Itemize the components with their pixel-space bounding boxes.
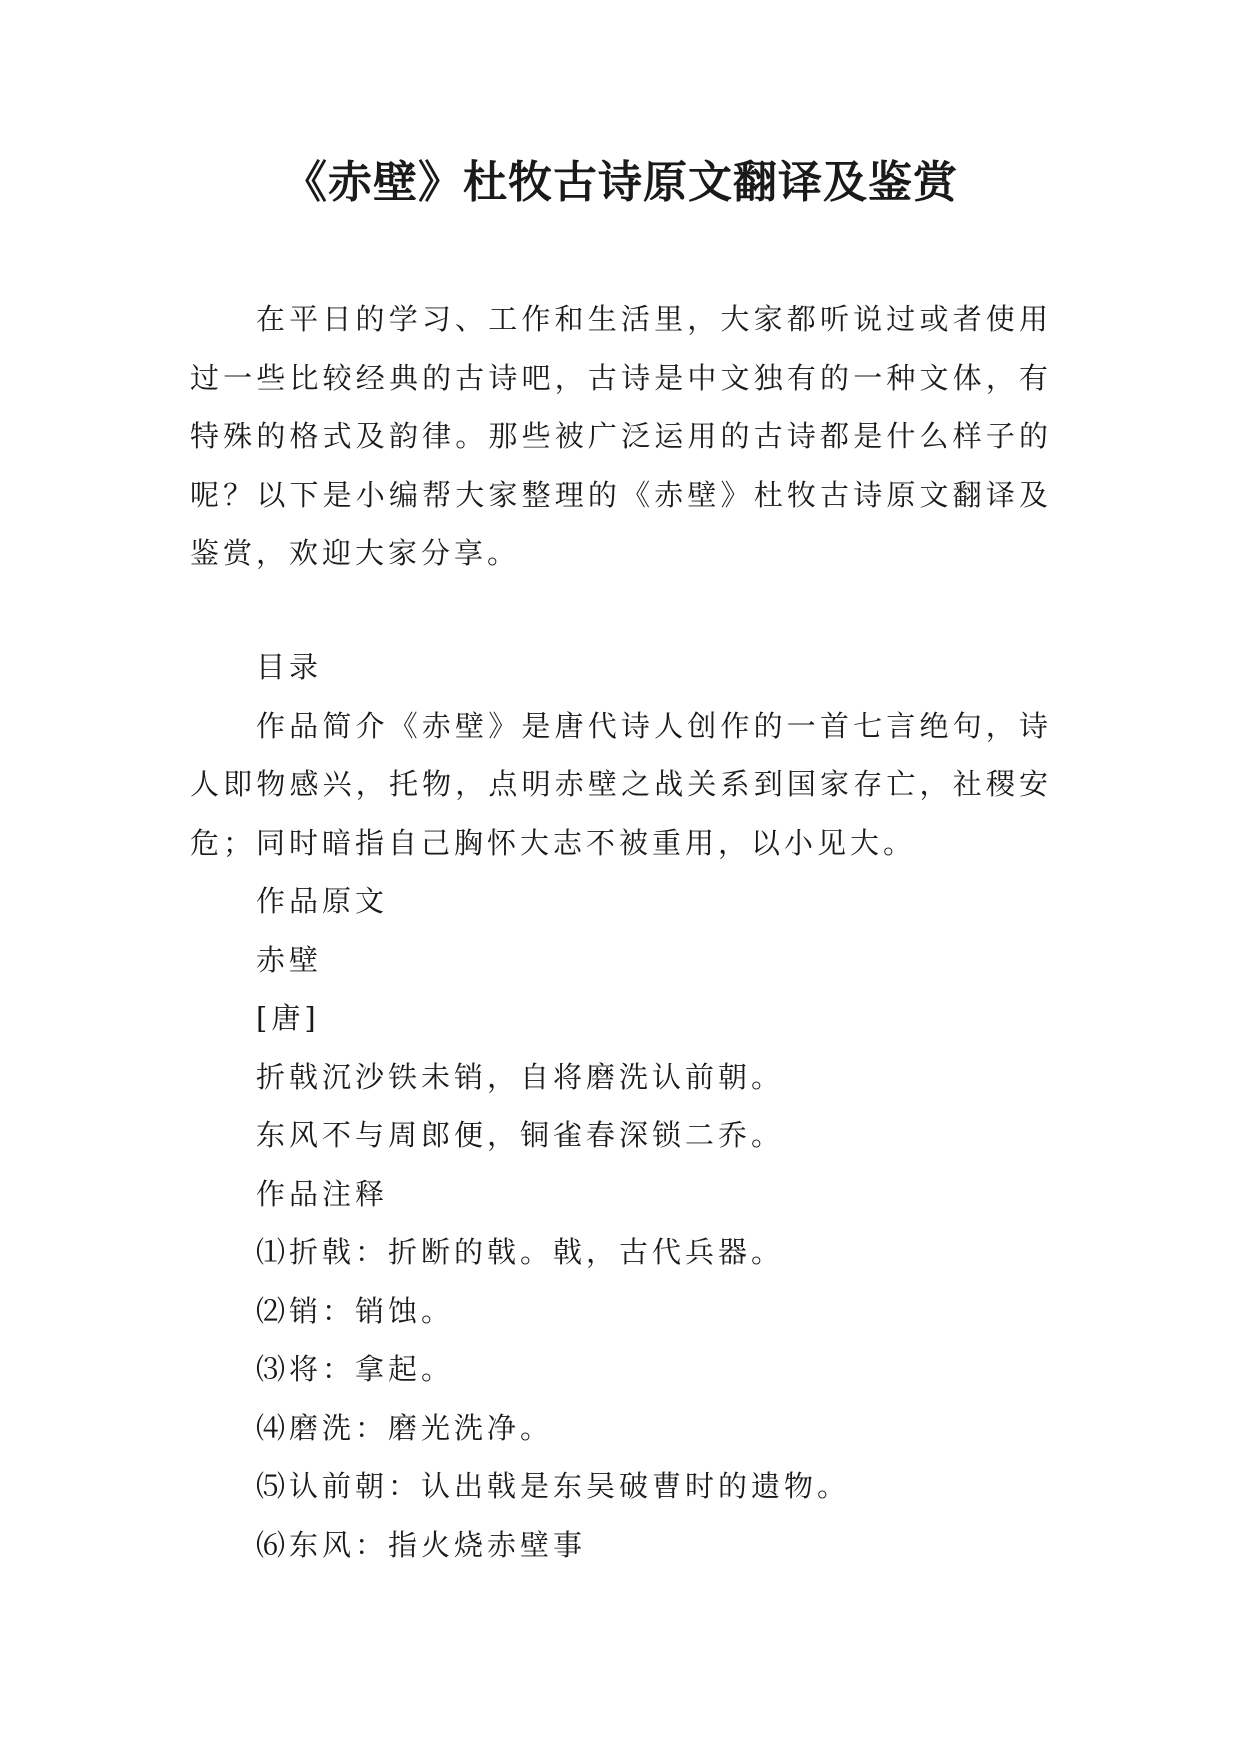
note-item: ⑶将：拿起。 [256, 1352, 455, 1386]
summary-paragraph: 作品简介《赤壁》是唐代诗人创作的一首七言绝句，诗人即物感兴，托物，点明赤壁之战关系到国家存亡，社稷安危；同时暗指自己胸怀大志不被重用，以小见大。 [190, 708, 1052, 860]
original-heading: 作品原文 [256, 884, 389, 918]
note-item: ⑸认前朝：认出戟是东吴破曹时的遗物。 [256, 1469, 851, 1503]
intro-paragraph: 在平日的学习、工作和生活里，大家都听说过或者使用过一些比较经典的古诗吧，古诗是中文独有的一种文体，有特殊的格式及韵律。那些被广泛运用的古诗都是什么样子的呢？以下是小编帮大家整理的《赤壁》杜牧古诗原文翻译及鉴赏，欢迎大家分享。 [190, 302, 1052, 570]
note-item: ⑵销：销蚀。 [256, 1293, 455, 1328]
document-body [190, 638, 1052, 1574]
notes-heading: 作品注释 [256, 1176, 389, 1211]
note-item: ⑷磨洗：磨光洗净。 [256, 1410, 554, 1445]
poem-line: 折戟沉沙铁未销，自将磨洗认前朝。 [256, 1059, 785, 1094]
poem-dynasty: [唐] [256, 1001, 320, 1035]
poem-title: 赤壁 [256, 942, 323, 977]
toc-label: 目录 [256, 650, 323, 684]
note-item: ⑴折戟：折断的戟。戟，古代兵器。 [256, 1235, 785, 1269]
document-title: 《赤壁》杜牧古诗原文翻译及鉴赏 [283, 157, 958, 208]
note-item: ⑹东风：指火烧赤壁事 [256, 1527, 587, 1562]
poem-line: 东风不与周郎便，铜雀春深锁二乔。 [256, 1118, 785, 1152]
